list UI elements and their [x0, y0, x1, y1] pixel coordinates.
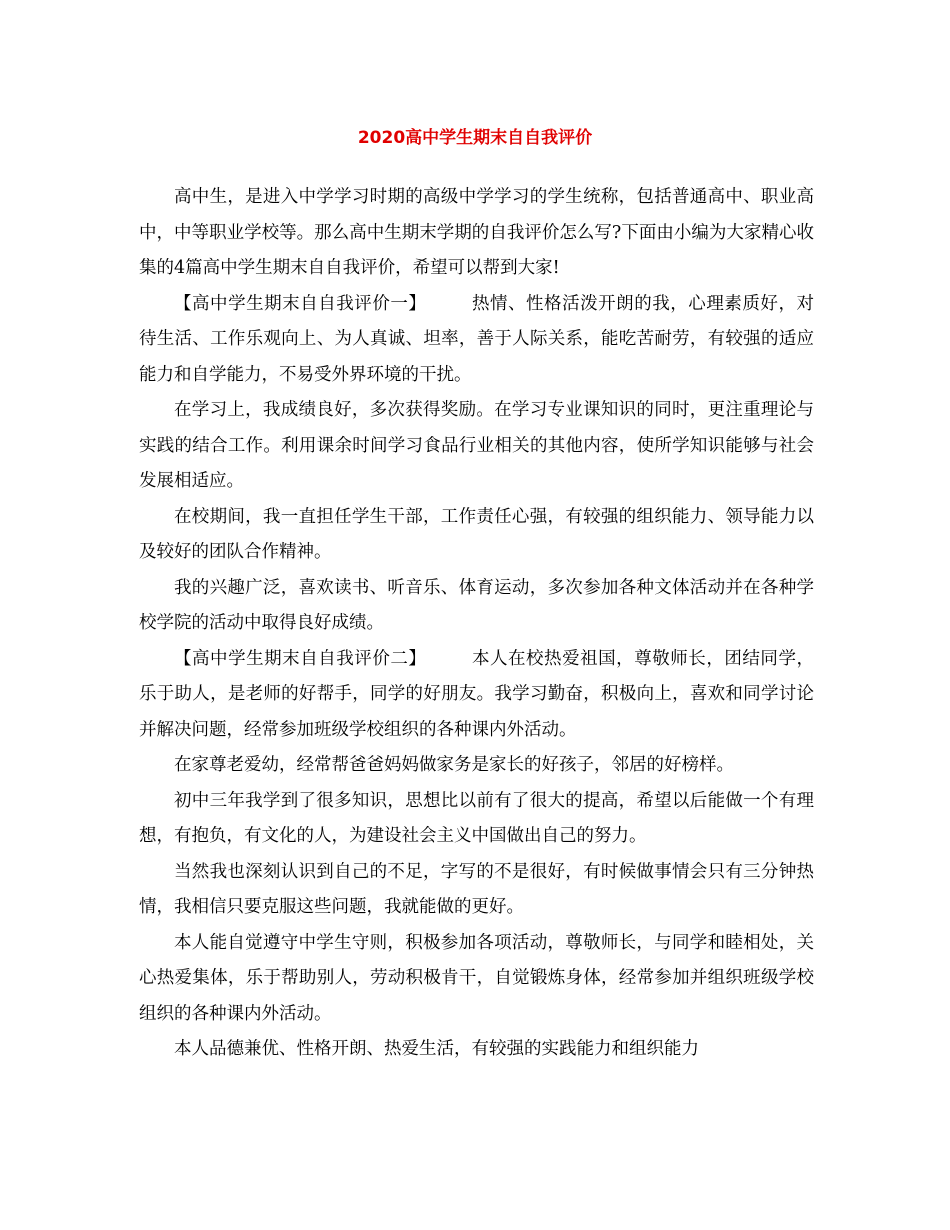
document-title: 2020高中学生期末自自我评价	[357, 128, 593, 148]
growth-paragraph: 初中三年我学到了很多知识，思想比以前有了很大的提高，希望以后能做一个有理想，有抱负，有文化的人，为建设社会主义中国做出自己的努力。	[139, 790, 814, 846]
document-body	[139, 180, 814, 1068]
intro-paragraph: 高中生，是进入中学学习时期的高级中学学习的学生统称，包括普通高中、职业高中，中等职业学校等。那么高中生期末学期的自我评价怎么写?下面由小编为大家精心收集的4篇高中学生期末自自我评价，希望可以帮到大家!	[139, 187, 814, 278]
family-paragraph: 在家尊老爱幼，经常帮爸爸妈妈做家务是家长的好孩子，邻居的好榜样。	[174, 755, 734, 775]
study-paragraph: 在学习上，我成绩良好，多次获得奖励。在学习专业课知识的同时，更注重理论与实践的结合工作。利用课余时间学习食品行业相关的其他内容，使所学知识能够与社会发展相适应。	[139, 400, 814, 491]
section1-heading: 【高中学生期末自自我评价一】	[174, 293, 427, 314]
section2-heading: 【高中学生期末自自我评价二】	[174, 648, 427, 669]
section1-paragraph	[139, 287, 814, 394]
summary-paragraph: 本人品德兼优、性格开朗、热爱生活，有较强的实践能力和组织能力	[174, 1039, 699, 1059]
cadre-paragraph: 在校期间，我一直担任学生干部，工作责任心强，有较强的组织能力、领导能力以及较好的团队合作精神。	[139, 506, 814, 562]
shortcoming-paragraph: 当然我也深刻认识到自己的不足，字写的不是很好，有时候做事情会只有三分钟热情，我相信只要克服这些问题，我就能做的更好。	[139, 861, 814, 917]
section2-paragraph	[139, 642, 814, 749]
section1-text: 热情、性格活泼开朗的我，心理素质好，对待生活、工作乐观向上、为人真诚、坦率，善于人际关系，能吃苦耐劳，有较强的适应能力和自学能力，不易受外界环境的干扰。	[139, 293, 814, 385]
hobby-paragraph: 我的兴趣广泛，喜欢读书、听音乐、体育运动，多次参加各种文体活动并在各种学校学院的活动中取得良好成绩。	[139, 577, 814, 633]
section2-text: 本人在校热爱祖国，尊敬师长，团结同学，乐于助人，是老师的好帮手，同学的好朋友。我学习勤奋，积极向上，喜欢和同学讨论并解决问题，经常参加班级学校组织的各种课内外活动。	[139, 648, 814, 740]
conduct-paragraph: 本人能自觉遵守中学生守则，积极参加各项活动，尊敬师长，与同学和睦相处，关心热爱集体，乐于帮助别人，劳动积极肯干，自觉锻炼身体，经常参加并组织班级学校组织的各种课内外活动。	[139, 932, 814, 1024]
